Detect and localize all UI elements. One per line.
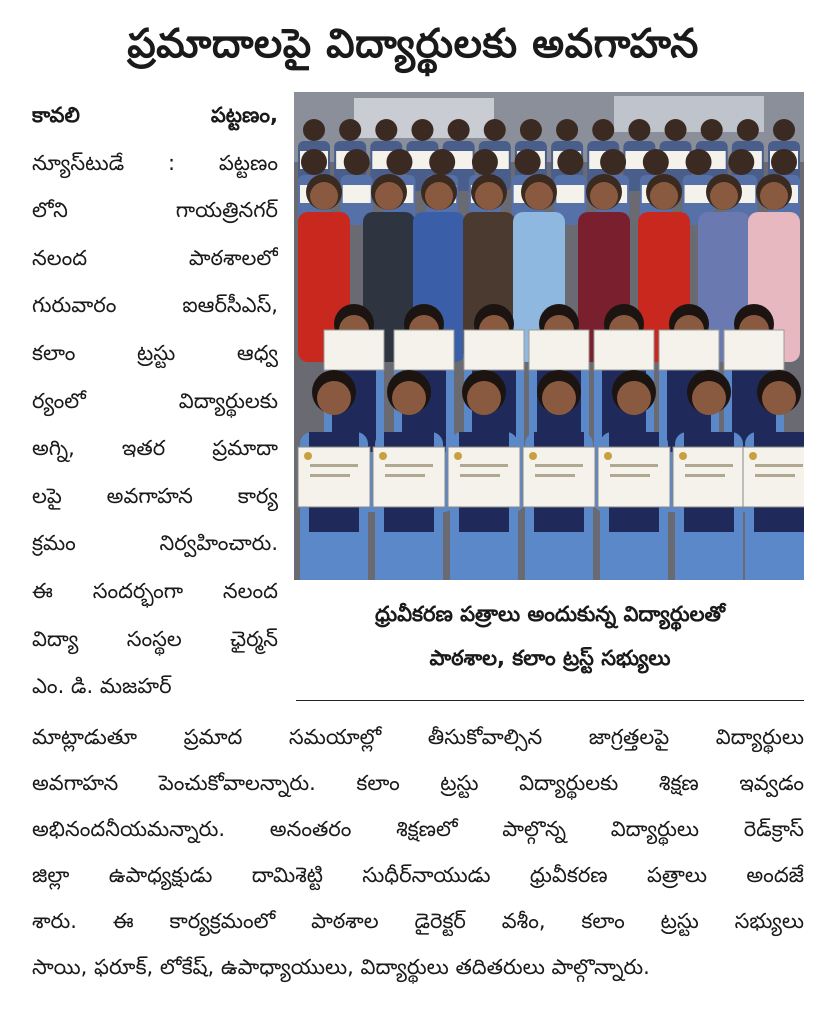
certificate — [724, 330, 784, 370]
person-face — [425, 182, 453, 210]
certificate-text-line — [310, 464, 358, 467]
certificate — [594, 330, 654, 370]
certificate-text-line — [385, 464, 433, 467]
person-head — [520, 119, 542, 141]
certificate-text-line — [685, 464, 733, 467]
headline: ప్రమాదాలపై విద్యార్థులకు అవగాహన — [127, 21, 699, 67]
student-face — [542, 381, 576, 415]
certificate-text-line — [310, 474, 350, 477]
person-head — [484, 119, 506, 141]
certificate — [659, 330, 719, 370]
student-face — [762, 381, 796, 415]
student-face — [692, 381, 726, 415]
person-face — [710, 182, 738, 210]
student-face — [467, 381, 501, 415]
person-head — [737, 119, 759, 141]
person-head — [386, 149, 412, 175]
person-head — [643, 149, 669, 175]
person-head — [773, 119, 795, 141]
lead-line: గురువారం ఐఆర్‌సీఎస్‌, — [32, 293, 278, 318]
person-head — [686, 149, 712, 175]
person-face — [375, 182, 403, 210]
certificate-text-line — [460, 474, 500, 477]
person-head — [556, 119, 578, 141]
certificate-seal — [304, 452, 312, 460]
lead-line: విద్యా సంస్థల ఛైర్మన్‌ — [32, 626, 278, 651]
lead-line: ర్యంలో విద్యార్థులకు — [32, 388, 278, 413]
certificate-text-line — [460, 464, 508, 467]
person-face — [525, 182, 553, 210]
person-head — [557, 149, 583, 175]
body-line: శారు. ఈ కార్యక్రమంలో పాఠశాల డైరెక్టర్‌ వశీం, కలాం ట్రస్టు సభ్యులు — [32, 909, 804, 933]
article-lead-column — [32, 92, 278, 711]
news-photo — [294, 92, 804, 580]
certificate-text-line — [755, 464, 803, 467]
certificate-text-line — [685, 474, 725, 477]
person-face — [475, 182, 503, 210]
lead-line: ఈ సందర్భంగా నలంద — [32, 578, 278, 603]
person-face — [590, 182, 618, 210]
person-head — [628, 119, 650, 141]
certificate-seal — [379, 452, 387, 460]
certificate — [394, 330, 454, 370]
person-head — [448, 119, 470, 141]
person-head — [429, 149, 455, 175]
caption-divider — [296, 700, 804, 701]
photo-caption — [296, 592, 804, 680]
body-line: సాయి, ఫరూక్‌, లోకేష్‌, ఉపాధ్యాయులు, విద్యార్థులు తదితరులు పాల్గొన్నారు. — [32, 955, 650, 979]
certificate — [464, 330, 524, 370]
lead-line: కావలి పట్టణం, — [32, 103, 278, 127]
student-face — [617, 381, 651, 415]
person-head — [301, 149, 327, 175]
person-face — [760, 182, 788, 210]
person-head — [771, 149, 797, 175]
certificate-seal — [604, 452, 612, 460]
certificate-seal — [454, 452, 462, 460]
certificate-text-line — [610, 464, 658, 467]
lead-line: న్యూస్‌టుడే : పట్టణం — [32, 150, 278, 175]
certificate-text-line — [385, 474, 425, 477]
person-head — [592, 119, 614, 141]
lead-line: క్రమం నిర్వహించారు. — [32, 531, 278, 556]
certificate-seal — [749, 452, 757, 460]
person-head — [375, 119, 397, 141]
certificate — [529, 330, 589, 370]
body-line: అవగాహన పెంచుకోవాలన్నారు. కలాం ట్రస్టు విద్యార్థులకు శిక్షణ ఇవ్వడం — [32, 771, 804, 795]
certificate-seal — [529, 452, 537, 460]
group-photo-illustration — [294, 92, 804, 580]
certificate-seal — [679, 452, 687, 460]
person-head — [701, 119, 723, 141]
person-head — [728, 149, 754, 175]
lead-line: నలంద పాఠశాలలో — [32, 245, 278, 270]
certificate-text-line — [535, 464, 583, 467]
person-head — [339, 119, 361, 141]
certificate — [556, 185, 584, 203]
body-line: అభినందనీయమన్నారు. అనంతరం శిక్షణలో పాల్గొన్న విద్యార్థులు రెడ్‌క్రాస్‌ — [32, 817, 804, 841]
certificate-text-line — [755, 474, 795, 477]
person-head — [665, 119, 687, 141]
person-head — [472, 149, 498, 175]
person-face — [310, 182, 338, 210]
certificate-text-line — [610, 474, 650, 477]
lead-line: కలాం ట్రస్టు ఆధ్వ — [32, 340, 278, 365]
certificate — [324, 330, 384, 370]
student-face — [392, 381, 426, 415]
person-face — [650, 182, 678, 210]
person-head — [600, 149, 626, 175]
caption-line: ధ్రువీకరణ పత్రాలు అందుకున్న విద్యార్థులతో — [375, 602, 725, 626]
student-face — [317, 381, 351, 415]
lead-line: ఎం. డి. మజహర్‌ — [32, 674, 172, 699]
person-head — [515, 149, 541, 175]
article-body — [32, 714, 804, 990]
caption-line: పాఠశాల, కలాం ట్రస్ట్‌ సభ్యులు — [429, 646, 671, 670]
person-head — [411, 119, 433, 141]
certificate — [343, 185, 371, 203]
body-line: జిల్లా ఉపాధ్యక్షుడు దామిశెట్టి సుధీర్‌నాయుడు ధ్రువీకరణ పత్రాలు అందజే — [32, 863, 804, 887]
lead-line: లోని గాయత్రినగర్ — [32, 198, 278, 223]
lead-line: అగ్ని, ఇతర ప్రమాదా — [32, 436, 278, 461]
certificate-text-line — [535, 474, 575, 477]
lead-line: లపై అవగాహన కార్య — [32, 483, 278, 508]
person-head — [303, 119, 325, 141]
person-head — [344, 149, 370, 175]
body-line: మాట్లాడుతూ ప్రమాద సమయాల్లో తీసుకోవాల్సిన జాగ్రత్తలపై విద్యార్థులు — [32, 725, 804, 749]
